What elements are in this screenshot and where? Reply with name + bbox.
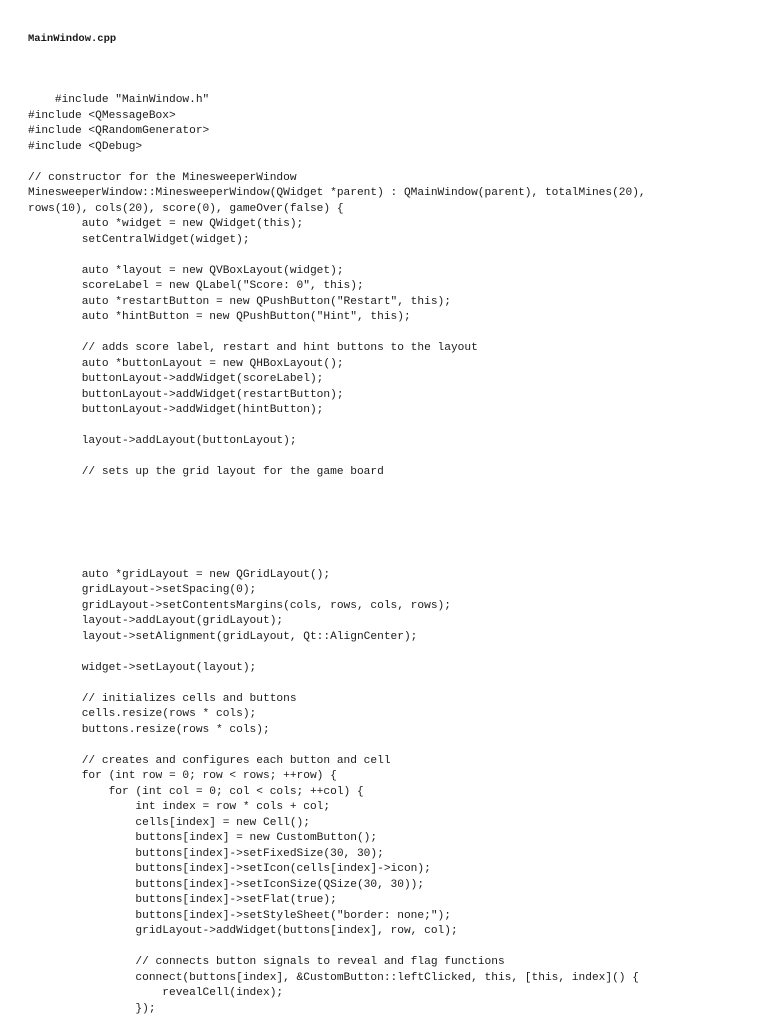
blank-line xyxy=(28,326,758,342)
code-line: auto *widget = new QWidget(this); xyxy=(28,218,304,230)
code-block xyxy=(28,93,758,1017)
code-line: buttons.resize(rows * cols); xyxy=(28,723,270,736)
code-line: for (int row = 0; row < rows; ++row) { xyxy=(28,770,337,782)
code-line: connect(buttons[index], &CustomButton::leftClicked, this, [this, index]() { xyxy=(28,971,639,984)
code-line: buttons[index]->setFixedSize(30, 30); xyxy=(28,847,384,860)
code-line: auto *buttonLayout = new QHBoxLayout(); xyxy=(28,357,344,370)
code-line: auto *hintButton = new QPushButton("Hint", this); xyxy=(28,311,411,323)
code-line: int index = row * cols + col; xyxy=(28,801,331,813)
code-line: // sets up the grid layout for the game board xyxy=(28,466,384,478)
code-line: layout->addLayout(buttonLayout); xyxy=(28,435,297,447)
code-line: #include <QDebug> xyxy=(28,140,143,153)
code-line: // connects button signals to reveal and flag functions xyxy=(28,956,505,968)
blank-line xyxy=(28,940,758,956)
code-line: cells.resize(rows * cols); xyxy=(28,708,257,720)
blank-line xyxy=(28,248,758,264)
blank-line xyxy=(28,738,758,754)
code-line: buttons[index] = new CustomButton(); xyxy=(28,832,378,844)
code-line: // initializes cells and buttons xyxy=(28,692,297,705)
code-line: gridLayout->setContentsMargins(cols, rows, cols, rows); xyxy=(28,599,451,612)
blank-line xyxy=(28,419,758,435)
code-line: for (int col = 0; col < cols; ++col) { xyxy=(28,785,364,798)
blank-space xyxy=(28,481,758,568)
code-line: scoreLabel = new QLabel("Score: 0", this); xyxy=(28,280,364,292)
code-line: #include "MainWindow.h" xyxy=(28,94,210,106)
code-line: cells[index] = new Cell(); xyxy=(28,816,310,829)
code-line: buttonLayout->addWidget(hintButton); xyxy=(28,404,324,416)
code-line: MinesweeperWindow::MinesweeperWindow(QWidget *parent) : QMainWindow(parent), totalMines(20), xyxy=(28,187,646,199)
code-line: gridLayout->addWidget(buttons[index], row, col); xyxy=(28,925,458,937)
code-line: setCentralWidget(widget); xyxy=(28,233,250,246)
code-line: buttons[index]->setStyleSheet("border: none;"); xyxy=(28,909,451,922)
blank-line xyxy=(28,676,758,692)
code-line: // constructor for the MinesweeperWindow xyxy=(28,171,297,184)
code-line: buttonLayout->addWidget(restartButton); xyxy=(28,388,344,401)
code-line: auto *restartButton = new QPushButton("Restart", this); xyxy=(28,295,451,308)
code-line: auto *gridLayout = new QGridLayout(); xyxy=(28,568,331,581)
code-line: // adds score label, restart and hint buttons to the layout xyxy=(28,342,478,354)
code-line: buttons[index]->setIconSize(QSize(30, 30)); xyxy=(28,878,425,891)
code-line: }); xyxy=(28,1002,156,1015)
blank-line xyxy=(28,645,758,661)
code-line: widget->setLayout(layout); xyxy=(28,661,257,674)
code-line: buttons[index]->setFlat(true); xyxy=(28,894,337,906)
code-line: layout->setAlignment(gridLayout, Qt::AlignCenter); xyxy=(28,630,418,643)
code-line: auto *layout = new QVBoxLayout(widget); xyxy=(28,264,344,277)
code-line: // creates and configures each button and cell xyxy=(28,754,391,767)
code-line: rows(10), cols(20), score(0), gameOver(false) { xyxy=(28,202,344,215)
code-line: buttonLayout->addWidget(scoreLabel); xyxy=(28,373,324,385)
blank-line xyxy=(28,155,758,171)
blank-line xyxy=(28,450,758,466)
file-title: MainWindow.cpp xyxy=(28,33,117,45)
code-line: gridLayout->setSpacing(0); xyxy=(28,584,257,596)
code-line: buttons[index]->setIcon(cells[index]->icon); xyxy=(28,863,431,875)
code-line: layout->addLayout(gridLayout); xyxy=(28,615,284,627)
code-line: #include <QMessageBox> xyxy=(28,109,176,122)
code-line: #include <QRandomGenerator> xyxy=(28,125,210,137)
code-line: revealCell(index); xyxy=(28,987,284,999)
